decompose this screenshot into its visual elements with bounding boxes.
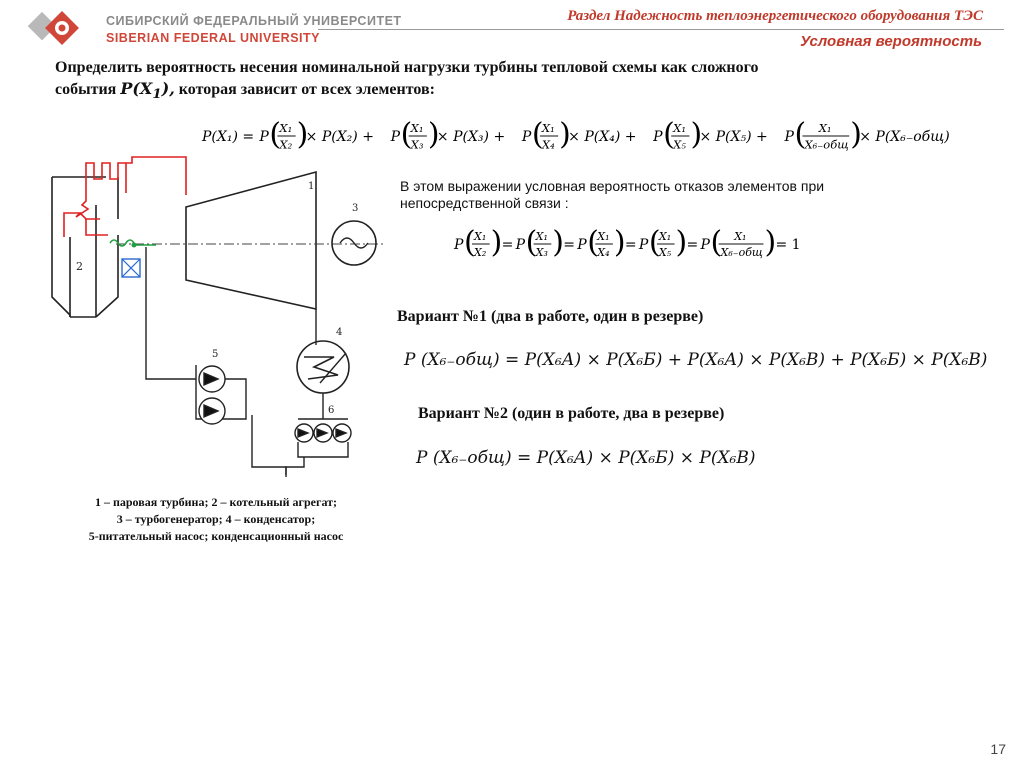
eq-frac-num-1: X₁ [535, 230, 548, 243]
eq-frac-num-3: X₁ [658, 230, 672, 243]
eq-p-2: P [577, 237, 587, 253]
eq-frac-num-2: X₁ [597, 230, 610, 243]
eq-sign-1: = [563, 237, 576, 253]
eq-rparen-3: ) [675, 225, 688, 260]
university-emblem-icon [28, 12, 100, 50]
eq-frac-den-1: X₃ [535, 246, 548, 259]
eq-p-4: P [700, 237, 710, 253]
eq-sign-0: = [501, 237, 514, 253]
task-line-2: события $P(X_1)$, которая зависит от всех элементов: [55, 79, 435, 103]
header-divider [318, 29, 1004, 30]
label-feed-pump: 5 [212, 349, 219, 360]
university-logo [28, 12, 100, 50]
eq-rparen-1: ) [552, 225, 564, 260]
main-lparen-4: ( [794, 117, 807, 152]
eq-frac-num-0: X₁ [474, 230, 487, 243]
main-term-4: × P(X₆₋общ) [859, 129, 950, 145]
main-frac-num-4: X₁ [818, 121, 832, 135]
main-rparen-0: ) [296, 117, 309, 152]
label-turbine: 1 [308, 181, 315, 192]
section-title: Раздел Надежность теплоэнергетического оборудования ТЭС [567, 8, 983, 24]
eq-rparen-2: ) [613, 225, 626, 260]
eq-lparen-4: ( [710, 225, 723, 260]
eq-p-1: P [515, 237, 526, 253]
eq-sign-2: = [624, 237, 637, 253]
task-line-1: Определить вероятность несения номинальной нагрузки турбины тепловой схемы как сложного [55, 59, 759, 76]
eq-frac-num-4: X₁ [734, 230, 747, 243]
label-boiler: 2 [76, 260, 83, 273]
caption-line-3: 5-питательный насос; конденсационный насос [88, 529, 344, 543]
main-lparen-0: ( [269, 117, 282, 152]
main-term-3: × P(X₅) + [699, 129, 768, 145]
main-frac-num-0: X₁ [279, 121, 293, 135]
main-frac-num-2: X₁ [541, 121, 555, 135]
main-p-0: P [259, 129, 269, 145]
eq-lparen-3: ( [648, 225, 661, 260]
main-p-4: P [784, 129, 794, 145]
eq-frac-den-2: X₄ [597, 246, 610, 259]
label-condenser: 4 [336, 327, 343, 338]
main-frac-den-2: X₄ [541, 137, 555, 152]
main-rparen-1: ) [427, 117, 440, 152]
main-p-3: P [653, 129, 663, 145]
logo-text-ru: СИБИРСКИЙ ФЕДЕРАЛЬНЫЙ УНИВЕРСИТЕТ [106, 14, 402, 28]
main-lparen-2: ( [531, 117, 544, 152]
logo-text-en: SIBERIAN FEDERAL UNIVERSITY [106, 31, 320, 45]
caption-line-1: 1 – паровая турбина; 2 – котельный агрегат; [94, 495, 338, 509]
main-frac-den-3: X₅ [673, 137, 686, 152]
eq-lparen-1: ( [525, 225, 538, 260]
eq-frac-den-0: X₂ [474, 246, 487, 259]
main-frac-den-1: X₃ [410, 137, 424, 152]
main-frac-den-4: X₆₋общ [804, 137, 849, 152]
variant-1-label: Вариант №1 (два в работе, один в резерве) [397, 308, 704, 325]
main-term-1: × P(X₃) + [436, 129, 506, 145]
eq-rparen-4: ) [764, 225, 777, 260]
label-cond-pump: 6 [328, 405, 335, 416]
main-lhs: P(X₁) = [202, 129, 255, 145]
main-rparen-2: ) [559, 117, 571, 152]
variant-2-label: Вариант №2 (один в работе, два в резерве) [418, 405, 725, 422]
main-formula [200, 114, 950, 162]
main-p-2: P [521, 129, 532, 145]
diagram-caption [20, 494, 412, 545]
main-frac-num-1: X₁ [410, 121, 424, 135]
explanation-note: В этом выражении условная вероятность отказов элементов при непосредственной связи : [400, 178, 825, 211]
main-term-0: × P(X₂) + [305, 129, 374, 145]
main-frac-den-0: X₂ [279, 137, 293, 152]
page-number: 17 [990, 741, 1006, 757]
section-subtitle: Условная вероятность [800, 33, 982, 50]
eq-frac-den-3: X₅ [658, 246, 672, 259]
eq-rparen-0: ) [490, 225, 503, 260]
main-lparen-1: ( [400, 117, 413, 152]
eq-frac-den-4: X₆₋общ [720, 246, 763, 259]
eq-sign-3: = [686, 237, 699, 253]
main-frac-num-3: X₁ [673, 121, 686, 135]
equality-formula [452, 222, 842, 268]
eq-lparen-0: ( [464, 225, 476, 260]
eq-p-3: P [638, 237, 649, 253]
eq-result: = 1 [775, 237, 801, 253]
variant-2-formula: P (X₆₋общ) = P(X₆А) × P(X₆Б) × P(X₆В) [416, 448, 756, 468]
thermal-scheme-diagram [46, 157, 384, 475]
eq-p-0: P [454, 237, 464, 253]
label-generator: 3 [352, 203, 359, 214]
main-rparen-3: ) [690, 117, 703, 152]
main-term-2: × P(X₄) + [568, 129, 637, 145]
variant-1-formula: P (X₆₋общ) = P(X₆А) × P(X₆Б) + P(X₆А) × P(X₆В) + P(X₆Б) × P(X₆В) [404, 350, 988, 370]
task-statement [55, 57, 955, 105]
main-lparen-3: ( [663, 117, 675, 152]
main-p-1: P [390, 129, 401, 145]
main-rparen-4: ) [850, 117, 862, 152]
caption-line-2: 3 – турбогенератор; 4 – конденсатор; [116, 512, 316, 526]
eq-lparen-2: ( [587, 225, 599, 260]
